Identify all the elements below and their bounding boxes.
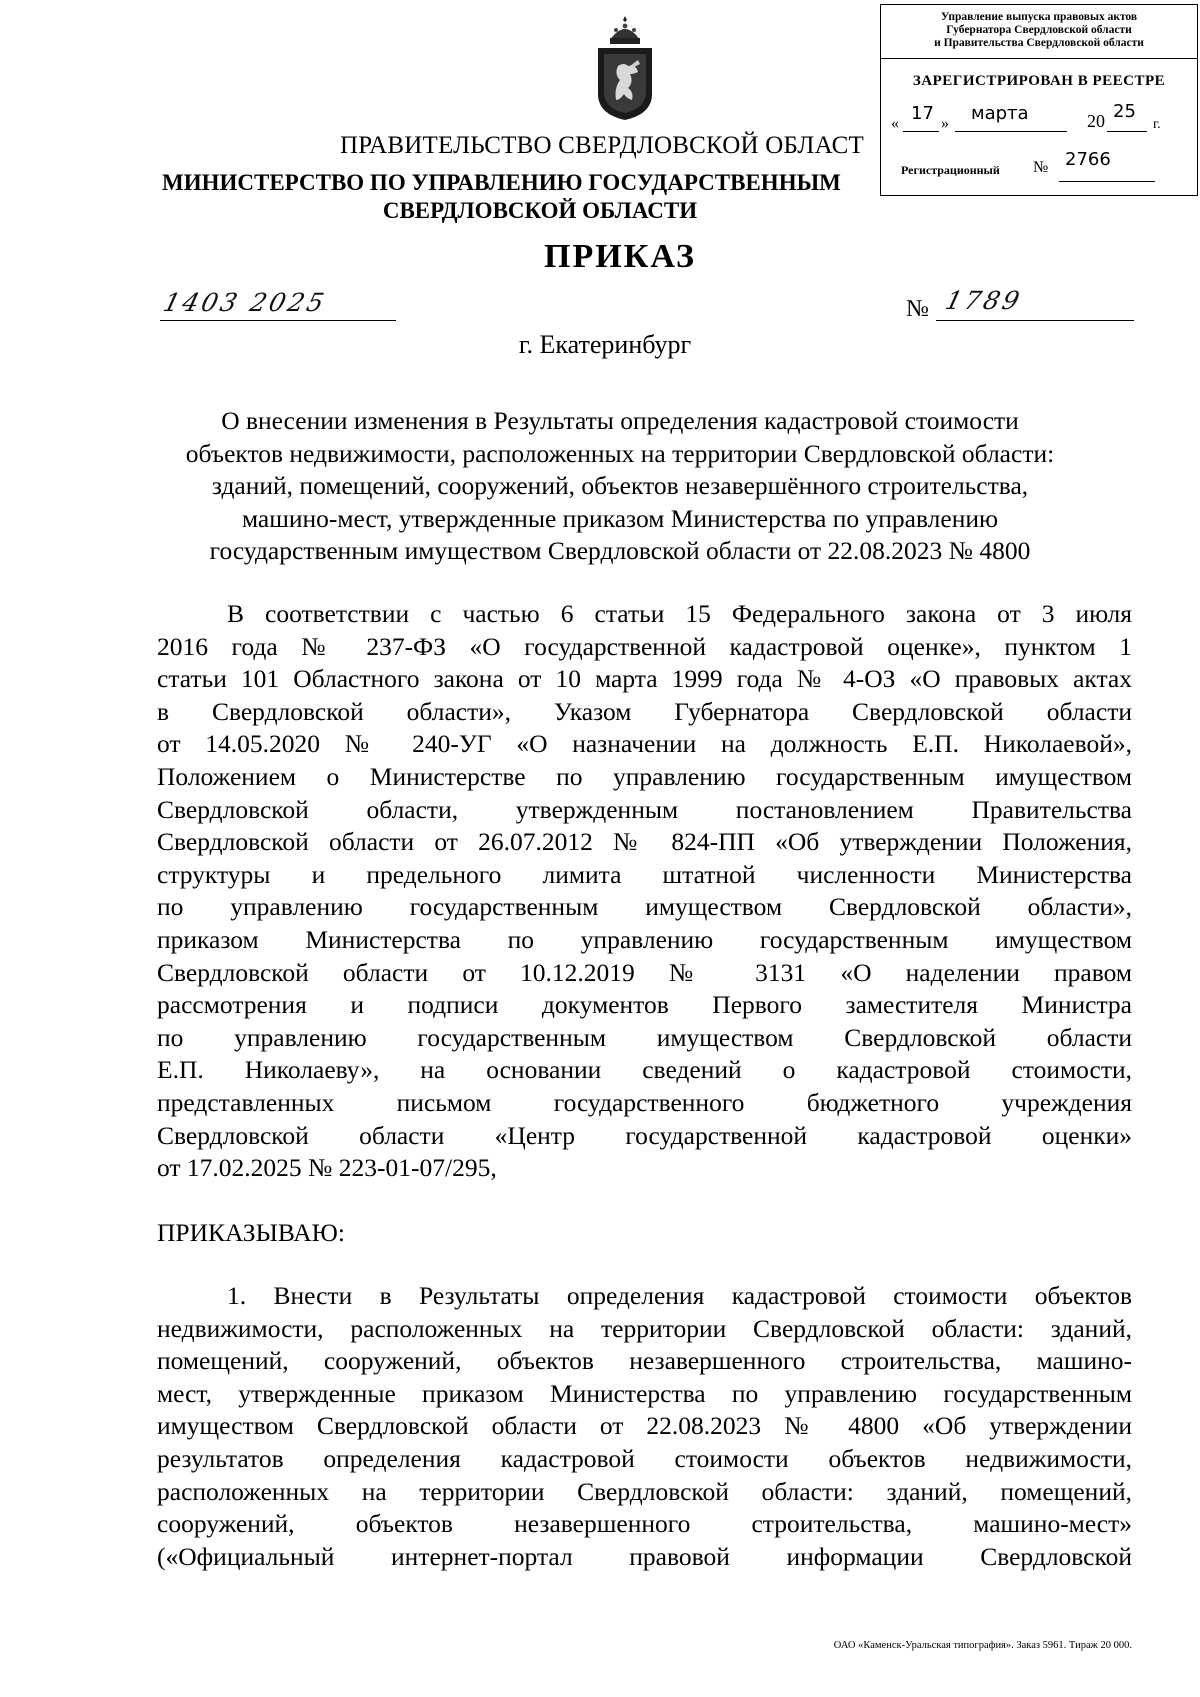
subject-line: объектов недвижимости, расположенных на территории Свердловской области: bbox=[185, 438, 1055, 468]
preamble-line: Свердловской области от 26.07.2012 № 824-ПП «Об утверждении Положения, bbox=[157, 827, 1132, 857]
subject-line: О внесении изменения в Результаты определения кадастровой стоимости bbox=[221, 406, 1019, 435]
stamp-date-row bbox=[889, 101, 1189, 139]
item-1-line: сооружений, объектов незавершенного строительства, машино-мест» bbox=[157, 1509, 1132, 1539]
document-title: ПРИКАЗ bbox=[544, 238, 696, 275]
item-1-line: имуществом Свердловской области от 22.08.2023 № 4800 «Об утверждении bbox=[157, 1411, 1132, 1441]
stamp-office bbox=[881, 5, 1197, 59]
stamp-num-sign: № bbox=[1033, 159, 1049, 176]
document-date bbox=[160, 288, 396, 321]
subject-line: машино-мест, утвержденные приказом Министерства по управлению bbox=[241, 503, 999, 533]
preamble-paragraph bbox=[157, 598, 1132, 1185]
stamp-year-suffix: 25 bbox=[1113, 101, 1136, 122]
document-number bbox=[936, 286, 1134, 321]
stamp-reg-label: Регистрационный bbox=[901, 163, 1000, 177]
preamble-line: Свердловской области, утвержденным постановлением Правительства bbox=[157, 794, 1132, 824]
stamp-day: 17 bbox=[911, 103, 934, 124]
preamble-line: по управлению государственным имуществом Свердловской области bbox=[157, 1022, 1132, 1052]
preamble-line: рассмотрения и подписи документов Первого заместителя Министра bbox=[157, 990, 1132, 1020]
item-1-line: помещений, сооружений, объектов незавершенного строительства, машино- bbox=[157, 1346, 1132, 1376]
item-1-line: 1. Внести в Результаты определения кадастровой стоимости объектов bbox=[227, 1281, 1132, 1310]
preamble-line: в Свердловской области», Указом Губернатора Свердловской области bbox=[157, 696, 1132, 726]
preamble-line: от 14.05.2020 № 240-УГ «О назначении на должность Е.П. Николаевой», bbox=[157, 729, 1132, 759]
item-1-line: недвижимости, расположенных на территории Свердловской области: зданий, bbox=[157, 1313, 1132, 1343]
handwritten-date: 1403 2025 bbox=[160, 288, 330, 317]
document-subject bbox=[150, 405, 1090, 568]
stamp-office-line: Управление выпуска правовых актов bbox=[940, 11, 1138, 23]
preamble-line: 2016 года № 237-ФЗ «О государственной кадастровой оценке», пунктом 1 bbox=[157, 631, 1132, 661]
subject-line: зданий, помещений, сооружений, объектов незавершённого строительства, bbox=[211, 471, 1029, 501]
subject-line: государственным имуществом Свердловской области от 22.08.2023 № 4800 bbox=[209, 536, 1031, 566]
item-1-line: («Официальный интернет-портал правовой информации Свердловской bbox=[157, 1541, 1132, 1571]
handwritten-number: 1789 bbox=[942, 286, 1026, 315]
stamp-quote-open: « bbox=[891, 115, 899, 132]
ministry-heading-line2: СВЕРДЛОВСКОЙ ОБЛАСТИ bbox=[382, 198, 698, 223]
preamble-line: структуры и предельного лимита штатной численности Министерства bbox=[157, 859, 1132, 889]
preamble-line: Е.П. Николаеву», на основании сведений о кадастровой стоимости, bbox=[157, 1055, 1132, 1085]
item-1-line: мест, утвержденные приказом Министерства по управлению государственным bbox=[157, 1378, 1132, 1408]
registry-stamp bbox=[880, 4, 1198, 196]
ministry-heading-line1: МИНИСТЕРСТВО ПО УПРАВЛЕНИЮ ГОСУДАРСТВЕННЫМ bbox=[162, 170, 841, 195]
stamp-quote-close: » bbox=[941, 115, 949, 132]
stamp-title: ЗАРЕГИСТРИРОВАН В РЕЕСТРЕ bbox=[912, 73, 1166, 89]
stamp-office-line: Губернатора Свердловской области bbox=[946, 24, 1132, 36]
stamp-reg-number: 2766 bbox=[1065, 149, 1111, 170]
preamble-line: В соответствии с частью 6 статьи 15 Федерального закона от 3 июля bbox=[227, 599, 1132, 628]
stamp-year-prefix: 20 bbox=[1087, 111, 1105, 131]
item-1-line: расположенных на территории Свердловской области: зданий, помещений, bbox=[157, 1476, 1132, 1506]
city: г. Екатеринбург bbox=[518, 330, 692, 359]
item-1-paragraph bbox=[157, 1280, 1132, 1573]
preamble-line: представленных письмом государственного бюджетного учреждения bbox=[157, 1087, 1132, 1117]
preamble-line: Положением о Министерстве по управлению государственным имуществом bbox=[157, 761, 1132, 791]
item-1-line: результатов определения кадастровой стоимости объектов недвижимости, bbox=[157, 1443, 1132, 1473]
stamp-year-g: г. bbox=[1153, 117, 1161, 132]
stamp-office-line: и Правительства Свердловской области bbox=[934, 37, 1144, 49]
preamble-line: по управлению государственным имуществом Свердловской области», bbox=[157, 892, 1132, 922]
coat-of-arms-icon bbox=[592, 14, 658, 122]
government-heading: ПРАВИТЕЛЬСТВО СВЕРДЛОВСКОЙ ОБЛАСТ bbox=[340, 132, 864, 159]
preamble-line: Свердловской области «Центр государственной кадастровой оценки» bbox=[157, 1120, 1132, 1150]
preamble-line: статьи 101 Областного закона от 10 марта 1999 года № 4-ОЗ «О правовых актах bbox=[157, 664, 1132, 694]
printer-note: ОАО «Каменск-Уральская типография». Заказ 5961. Тираж 20 000. bbox=[833, 1640, 1132, 1651]
preamble-line: приказом Министерства по управлению государственным имуществом bbox=[157, 924, 1132, 954]
preamble-line: от 17.02.2025 № 223-01-07/295, bbox=[157, 1153, 497, 1183]
order-word: ПРИКАЗЫВАЮ: bbox=[157, 1218, 345, 1247]
stamp-month: марта bbox=[971, 103, 1029, 124]
document-number-label: № bbox=[906, 296, 929, 322]
stamp-number-row bbox=[889, 149, 1189, 189]
preamble-line: Свердловской области от 10.12.2019 № 3131 «О наделении правом bbox=[157, 957, 1132, 987]
